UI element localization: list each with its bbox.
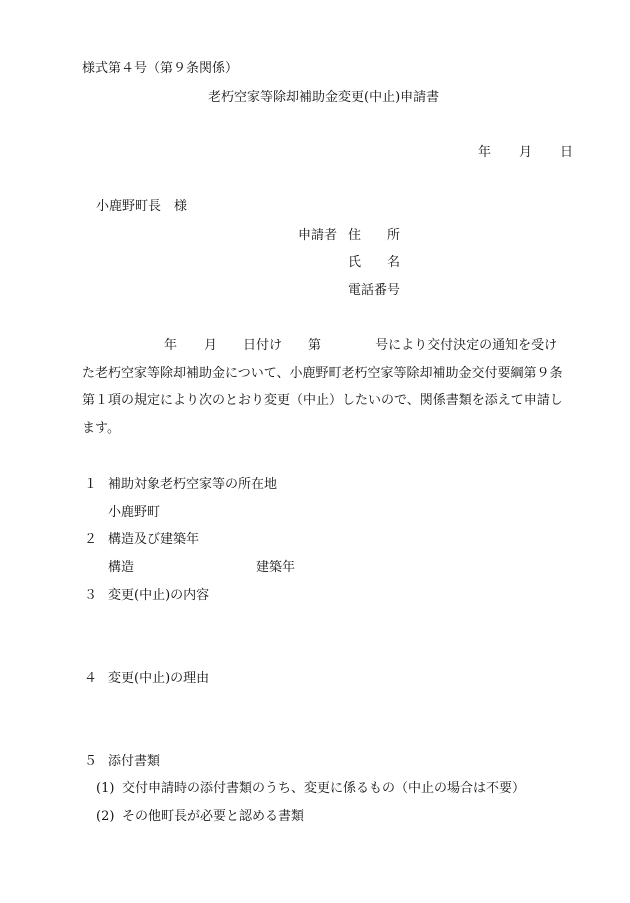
attachment-2-text: その他町長が必要と認める書類 xyxy=(122,809,305,824)
item-1-heading: 補助対象老朽空家等の所在地 xyxy=(108,477,278,492)
attachment-2-number: (2) xyxy=(96,809,115,824)
date-day-label: 日 xyxy=(560,145,574,160)
body-line-2: た老朽空家等除却補助金について、小鹿野町老朽空家等除却補助金交付要綱第９条 xyxy=(82,366,563,381)
item-5-heading: 添付書類 xyxy=(108,754,161,769)
body-day-label: 日付け xyxy=(243,338,283,353)
date-year-label: 年 xyxy=(478,145,492,160)
body-year-label: 年 xyxy=(164,338,178,353)
document-title: 老朽空家等除却補助金変更(中止)申請書 xyxy=(208,90,440,105)
item-3-heading: 変更(中止)の内容 xyxy=(108,588,210,603)
applicant-name-label: 氏 名 xyxy=(348,255,401,270)
item-2-structure-label: 構造 xyxy=(108,560,135,575)
item-1-detail: 小鹿野町 xyxy=(108,505,161,520)
item-2-year-label: 建築年 xyxy=(256,560,296,575)
item-4-number: ４ xyxy=(84,671,98,686)
body-line-1-rest: 号により交付決定の通知を受け xyxy=(375,338,558,353)
item-1-number: １ xyxy=(84,477,98,492)
item-4-heading: 変更(中止)の理由 xyxy=(108,671,210,686)
body-month-label: 月 xyxy=(204,338,218,353)
applicant-label: 申請者 xyxy=(298,228,338,243)
date-line xyxy=(478,146,573,159)
applicant-address-label: 住 所 xyxy=(348,228,401,243)
body-line-3: 第１項の規定により次のとおり変更（中止）したいので、関係書類を添えて申請し xyxy=(82,393,563,408)
addressee: 小鹿野町長 様 xyxy=(96,199,188,214)
attachment-1-text: 交付申請時の添付書類のうち、変更に係るもの（中止の場合は不要） xyxy=(122,781,526,796)
item-2-heading: 構造及び建築年 xyxy=(108,532,200,547)
body-line-4: ます。 xyxy=(82,421,120,436)
date-month-label: 月 xyxy=(519,145,533,160)
item-2-number: ２ xyxy=(84,532,98,547)
body-dai-label: 第 xyxy=(308,338,322,353)
item-3-number: ３ xyxy=(84,588,98,603)
body-line-1 xyxy=(82,339,557,352)
item-5-number: ５ xyxy=(84,754,98,769)
applicant-phone-label: 電話番号 xyxy=(348,283,401,298)
form-number: 様式第４号（第９条関係） xyxy=(82,61,239,76)
attachment-1-number: (1) xyxy=(96,781,115,796)
